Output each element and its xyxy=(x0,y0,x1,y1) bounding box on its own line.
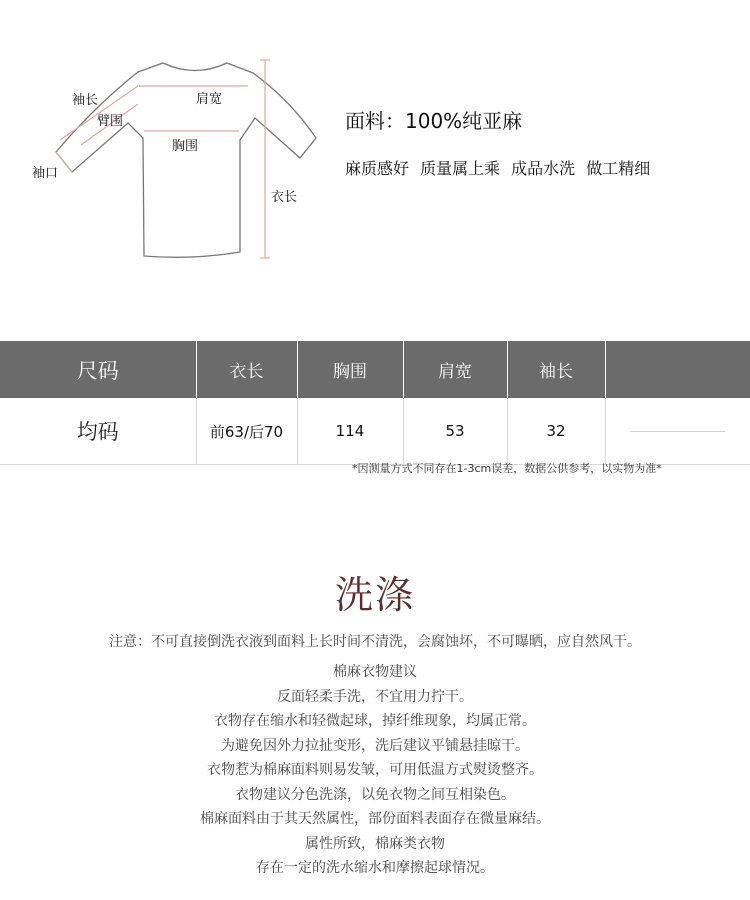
table-row xyxy=(0,398,750,465)
cell-empty xyxy=(605,398,750,465)
label-cuff: 袖口 xyxy=(32,166,59,181)
cell-size: 均码 xyxy=(0,398,196,465)
garment-diagram xyxy=(0,0,340,300)
header-length: 衣长 xyxy=(196,341,297,398)
wash-line: 衣物存在缩水和轻微起球，掉纤维现象，均属正常。 xyxy=(214,713,536,729)
label-arm-circumference: 臂围 xyxy=(97,114,124,129)
size-table xyxy=(0,341,750,465)
label-garment-length: 衣长 xyxy=(271,190,298,205)
wash-line: 存在一定的洗水缩水和摩擦起球情况。 xyxy=(256,860,494,876)
size-table-header xyxy=(0,341,750,398)
wash-line: 反面轻柔手洗，不宜用力拧干。 xyxy=(277,688,473,705)
wash-line: 为避免因外力拉扯变形，洗后建议平铺悬挂晾干。 xyxy=(221,737,529,754)
header-chest: 胸围 xyxy=(297,341,403,398)
header-shoulder: 肩宽 xyxy=(403,341,507,398)
wash-line: 属性所致，棉麻类衣物 xyxy=(305,835,445,852)
wash-line: 衣物建议分色洗涤，以免衣物之间互相染色。 xyxy=(235,786,515,803)
cuff-line xyxy=(56,152,72,172)
cell-sleeve: 32 xyxy=(507,398,605,465)
label-shoulder-width: 肩宽 xyxy=(196,92,223,107)
label-chest: 胸围 xyxy=(172,139,199,154)
placeholder-dash xyxy=(630,431,725,432)
cell-shoulder: 53 xyxy=(403,398,507,465)
wash-notice: 注意：不可直接倒洗衣液到面料上长时间不清洗，会腐蚀坏，不可曝晒，应自然风干。 xyxy=(109,634,641,650)
wash-line: 棉麻面料由于其天然属性，部份面料表面存在微量麻结。 xyxy=(200,811,550,827)
header-size: 尺码 xyxy=(0,341,196,398)
wash-title: 洗涤 xyxy=(334,573,415,617)
measurement-note: *因测量方式不同存在1-3cm误差，数据公供参考，以实物为准* xyxy=(352,462,662,475)
header-sleeve: 袖长 xyxy=(507,341,605,398)
fabric-composition: 面料：100%纯亚麻 xyxy=(345,109,523,133)
wash-line: 棉麻衣物建议 xyxy=(333,664,417,680)
wash-instructions xyxy=(0,660,750,881)
wash-line: 衣物惹为棉麻面料则易发皱，可用低温方式熨烫整齐。 xyxy=(207,762,543,778)
cell-length: 前63/后70 xyxy=(196,398,297,465)
fabric-features: 麻质感好 质量属上乘 成品水洗 做工精细 xyxy=(345,159,651,178)
header-empty xyxy=(605,341,750,398)
cell-chest: 114 xyxy=(297,398,403,465)
label-sleeve-length: 袖长 xyxy=(72,93,99,108)
